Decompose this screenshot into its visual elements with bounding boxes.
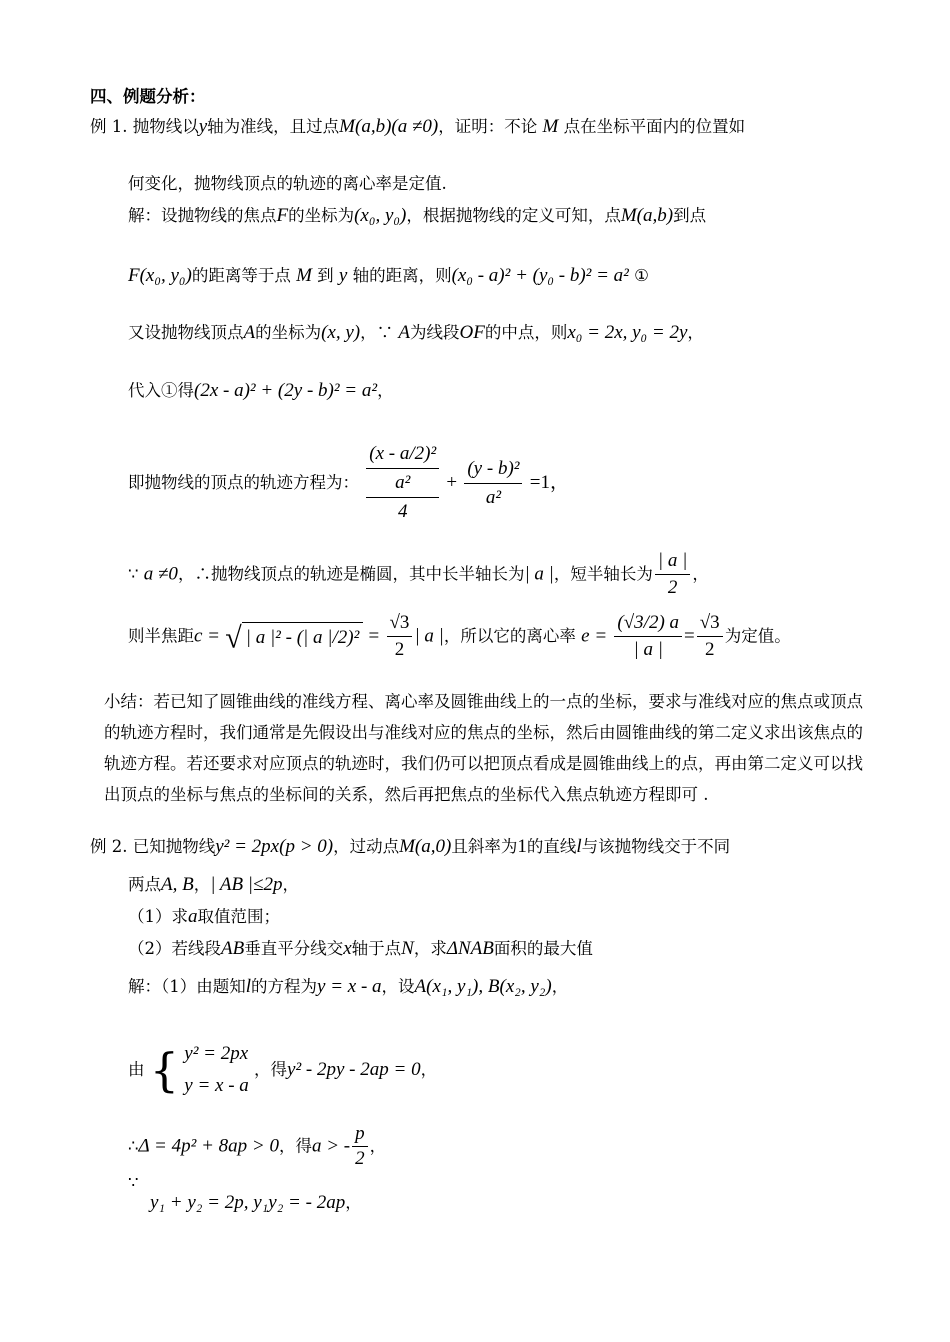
question-text: （2）若线段 <box>128 939 221 958</box>
math-var: x <box>343 938 352 959</box>
math-expr: a ≠0 <box>143 563 178 585</box>
math-expr: y₁ + y₂ = 2p, y₁y₂ = - 2ap <box>150 1192 346 1213</box>
ex2-sol-discriminant <box>128 1122 386 1171</box>
sol-text: ， <box>687 323 704 342</box>
ex2-text: 的直线 <box>526 837 577 856</box>
math-var: y <box>198 116 208 137</box>
ex1-text: 点在坐标平面内的位置如 <box>563 117 746 136</box>
sol-text: ， <box>420 1060 438 1079</box>
sol-text: 到 <box>317 266 334 285</box>
fraction <box>697 610 723 663</box>
question-text: 垂直平分线交 <box>244 939 344 958</box>
math-expr: a > - <box>311 1135 351 1157</box>
math-var: A <box>243 322 256 343</box>
ex2-text: 例 2. 已知抛物线 <box>90 837 216 856</box>
sol-text: 由 <box>128 1060 145 1079</box>
sol-text: 为定值。 <box>724 626 791 646</box>
math-var: M <box>296 265 312 286</box>
math-op: = <box>368 625 380 647</box>
question-text: （1）求 <box>128 907 188 926</box>
math-expr: y = x - a <box>317 976 382 997</box>
math-expr: A(x₁, y₁), B(x₂, y₂) <box>414 976 552 997</box>
math-var: l <box>245 976 252 997</box>
system-row: y² = 2px <box>184 1043 249 1064</box>
sol-text: 的方程为 <box>251 977 318 996</box>
ex1-sol-line5 <box>128 440 569 526</box>
fraction-numerator: (√3/2) a <box>614 610 682 637</box>
math-expr: | AB |≤2p <box>210 874 283 895</box>
question-text: ，求 <box>413 939 447 958</box>
equation-system <box>184 1038 249 1102</box>
sol-text: ， <box>369 1136 387 1156</box>
ex2-text: 与该抛物线交于不同 <box>581 837 731 856</box>
fraction-denominator: | a | <box>633 639 663 660</box>
sol-text: ，得 <box>278 1136 312 1156</box>
ex1-sol-line4 <box>128 380 394 402</box>
sol-text: ，所以它的离心率 <box>443 626 576 646</box>
question-text: 轴于点 <box>351 939 402 958</box>
sol-text: 的坐标为 <box>255 323 322 342</box>
ex2-text: ，过动点 <box>333 837 400 856</box>
sol-text: 的坐标为 <box>288 206 355 225</box>
ex1-sol-line2 <box>128 265 649 287</box>
sol-text: 解：设抛物线的焦点 <box>128 206 277 225</box>
since-symbol: ∵ <box>128 1173 139 1192</box>
sol-text: ∵ <box>128 564 139 584</box>
math-var: a <box>188 906 198 927</box>
question-text: 取值范围； <box>197 907 280 926</box>
sol-text: ，设 <box>381 977 415 996</box>
ex2-text: 且斜率为 <box>451 837 518 856</box>
fraction <box>387 610 413 663</box>
ex2-question-1 <box>128 906 280 928</box>
math-expr: A, B <box>161 874 194 895</box>
sol-text: ，∵ <box>360 323 394 342</box>
math-expr: e = <box>581 625 608 647</box>
math-expr: y² = 2px(p > 0) <box>215 836 334 857</box>
sol-text: ， <box>692 564 709 584</box>
sol-text: ，得 <box>254 1060 288 1079</box>
fraction <box>352 1122 368 1171</box>
math-var: N <box>401 938 414 959</box>
ex2-text: ， <box>282 875 299 894</box>
math-expr: M(a,b)(a ≠0) <box>339 116 439 137</box>
math-var: A <box>398 322 410 343</box>
math-expr: =1， <box>529 472 569 493</box>
math-number: 1 <box>517 836 527 857</box>
math-var: M <box>542 116 559 137</box>
ex2-vieta <box>150 1192 362 1214</box>
sol-text: ， <box>551 977 569 996</box>
fraction <box>464 455 522 512</box>
sol-text: ， <box>345 1193 362 1212</box>
ex1-line2: 何变化，抛物线顶点的轨迹的离心率是定值. <box>128 174 447 193</box>
ex1-text: 例 1. 抛物线以 <box>90 117 199 136</box>
equation-1: (x₀ - a)² + (y₀ - b)² = a² <box>451 265 629 286</box>
math-var: F <box>276 205 289 226</box>
sol-text: 的距离等于点 <box>191 266 291 285</box>
sol-text: 的中点，则 <box>484 323 568 342</box>
sol-text: ∴ <box>128 1136 139 1156</box>
sol-text: 到点 <box>673 206 707 225</box>
fraction-denominator: 2 <box>704 639 715 660</box>
sol-text: 又设抛物线顶点 <box>128 323 244 342</box>
system-row: y = x - a <box>184 1075 249 1096</box>
sol-text: ，根据抛物线的定义可知，点 <box>406 206 621 225</box>
math-var: y <box>338 265 348 286</box>
ex1-sol-line7 <box>128 610 791 663</box>
math-var: l <box>576 836 582 857</box>
ex2-sol-system <box>128 1038 437 1102</box>
math-expr: (x, y) <box>321 322 361 343</box>
ex1-sol-line6 <box>128 548 709 601</box>
fraction-numerator: (x - a/2)² <box>366 440 439 469</box>
math-expr: M(a,b) <box>620 205 674 226</box>
fraction-numerator: | a | <box>655 548 690 575</box>
math-expr: M(a,0) <box>399 836 452 857</box>
ex1-sol-line3 <box>128 322 704 344</box>
math-op: = <box>684 625 695 647</box>
fraction-numerator: √3 <box>697 610 723 637</box>
fraction-denominator: 2 <box>394 639 405 660</box>
math-expr: Δ = 4p² + 8ap > 0 <box>138 1135 279 1157</box>
math-expr: | a | <box>414 625 444 647</box>
sol-text: 即抛物线的顶点的轨迹方程为： <box>128 473 359 492</box>
question-text: 面积的最大值 <box>493 939 593 958</box>
fraction-numerator: (y - b)² <box>464 455 522 484</box>
ex2-line2 <box>128 874 299 896</box>
sol-text: 轴的距离，则 <box>352 266 452 285</box>
ex1-line1 <box>90 116 745 138</box>
ex1-sol-line1 <box>128 205 706 227</box>
ex2-text: 两点 <box>128 875 161 894</box>
ex2-sol-line1 <box>128 976 568 998</box>
fraction-numerator: √3 <box>387 610 413 637</box>
math-expr: y² - 2py - 2ap = 0 <box>287 1059 421 1080</box>
sol-text: 则半焦距 <box>128 626 194 646</box>
ex2-text: ， <box>193 875 211 894</box>
radicand: | a |² - (| a |/2)² <box>242 622 364 651</box>
left-brace: { <box>149 1043 180 1097</box>
fraction <box>655 548 690 601</box>
sol-text: 解：（1）由题知 <box>128 977 246 996</box>
math-op: + <box>446 472 458 493</box>
math-expr: (x₀, y₀) <box>354 205 407 226</box>
sol-text: ，∴抛物线顶点的轨迹是椭圆，其中长半轴长为 <box>177 564 525 584</box>
summary-paragraph: 小结：若已知了圆锥曲线的准线方程、离心率及圆锥曲线上的一点的坐标，要求与准线对应的焦点或顶点的轨迹方程时，我们通常是先假设出与准线对应的焦点的坐标，然后由圆锥曲线的第二定义求出该焦点的轨迹方程。若还要求对应顶点的轨迹时，我们仍可以把顶点看成是圆锥曲线上的点，再由第二定义可以找出顶点的坐标与焦点的坐标间的关系，然后再把焦点的坐标代入焦点轨迹方程即可 . <box>104 692 863 804</box>
sol-text: ，短半轴长为 <box>553 564 653 584</box>
fraction-denominator: 2 <box>667 577 678 598</box>
fraction-numerator: p <box>352 1122 368 1147</box>
math-var: AB <box>221 938 245 959</box>
math-expr: (2x - a)² + (2y - b)² = a² <box>194 380 378 401</box>
equation-marker: ① <box>634 266 649 285</box>
section-title: 四、例题分析： <box>90 87 206 106</box>
ex2-line1 <box>90 836 730 858</box>
fraction-denominator: a² <box>366 469 439 498</box>
fraction <box>366 440 439 526</box>
fraction-denominator: a² <box>485 486 502 508</box>
math-expr: c = <box>194 625 221 647</box>
math-expr: F(x₀, y₀) <box>128 265 192 286</box>
square-root: √ | a |² - (| a |/2)² <box>225 622 363 652</box>
fraction-denominator: 4 <box>397 501 408 522</box>
fraction <box>614 610 682 663</box>
math-expr: | a | <box>524 563 554 585</box>
ex1-text: ，证明：不论 <box>438 117 538 136</box>
math-expr: x₀ = 2x, y₀ = 2y <box>567 322 688 343</box>
ex2-question-2 <box>128 938 593 960</box>
ex1-text: 轴为准线，且过点 <box>207 117 340 136</box>
sol-text: 代入①得 <box>128 381 194 400</box>
math-expr: ΔNAB <box>446 938 494 959</box>
fraction-denominator: 2 <box>355 1148 365 1169</box>
sol-text: ， <box>377 381 394 400</box>
math-var: OF <box>459 322 485 343</box>
sol-text: 为线段 <box>410 323 460 342</box>
